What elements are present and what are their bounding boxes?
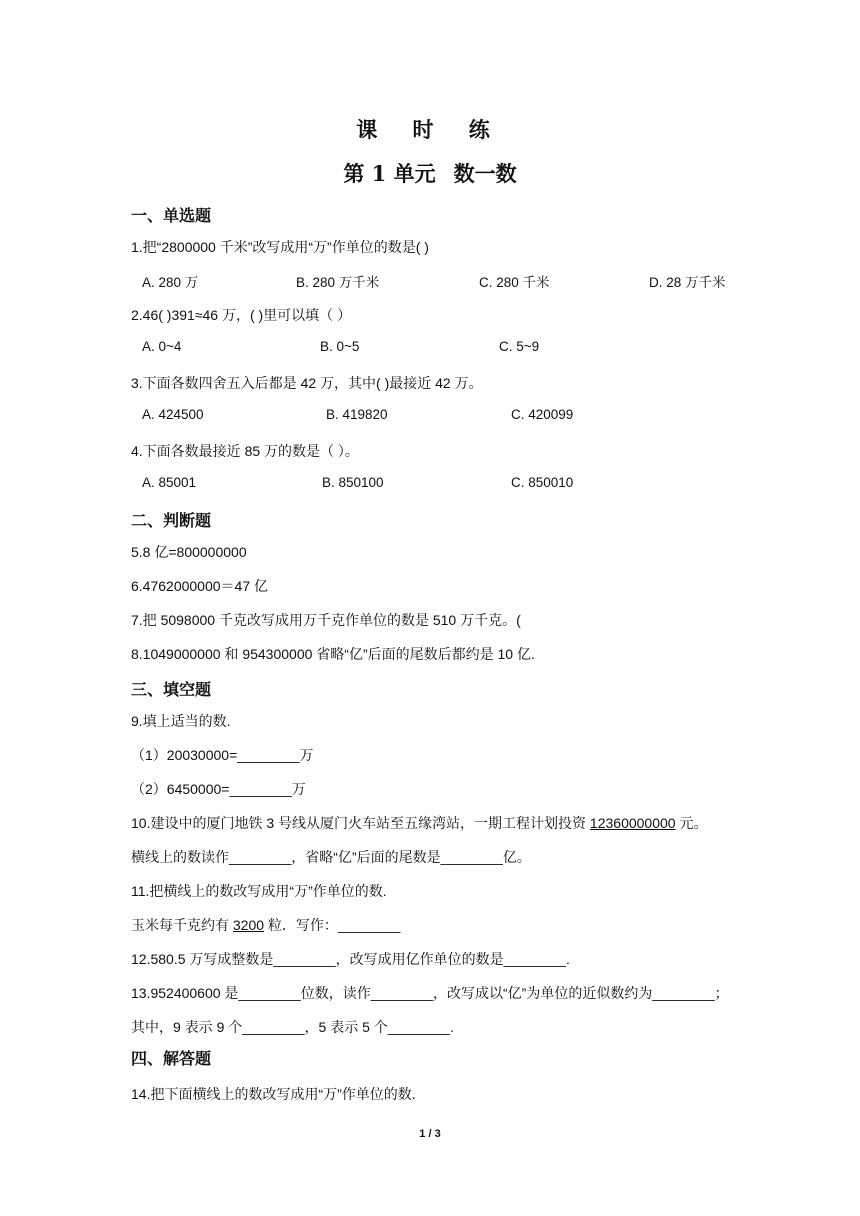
question-10-line-2: 横线上的数读作________，省略“亿”后面的尾数是________亿。: [131, 849, 531, 865]
question-12: 12.580.5 万写成整数是________，改写成用亿作单位的数是________.: [131, 951, 570, 967]
question-9-part-1: （1）20030000=________万: [131, 747, 314, 763]
q4-option-a: A. 85001: [142, 475, 197, 490]
question-10-text: 10.建设中的厦门地铁 3 号线从厦门火车站至五缘湾站，一期工程计划投资: [131, 815, 590, 831]
q4-option-b: B. 850100: [322, 475, 384, 490]
question-10-text-end: 元。: [675, 815, 708, 831]
question-11-underlined-number: 3200: [232, 917, 265, 933]
section-heading-answer: 四、解答题: [131, 1049, 212, 1068]
q1-option-d: D. 28 万千米: [649, 275, 726, 290]
question-10: [131, 813, 707, 833]
question-11-text: 玉米每千克约有: [131, 917, 233, 933]
question-11-text-end: 粒．写作：________: [264, 917, 401, 933]
q1-option-b: B. 280 万千米: [296, 275, 380, 290]
q2-option-b: B. 0~5: [320, 339, 360, 354]
q3-option-a: A. 424500: [142, 407, 204, 422]
question-9: 9.填上适当的数.: [131, 713, 231, 729]
question-1: 1.把“2800000 千米”改写成用“万”作单位的数是( ): [131, 239, 429, 255]
page-title: 课 时 练: [356, 117, 504, 142]
question-10-underlined-number: 12360000000: [589, 815, 676, 831]
unit-title: [0, 158, 860, 188]
section-heading-true-false: 二、判断题: [131, 511, 212, 530]
question-7: 7.把 5098000 千克改写成用万千克作单位的数是 510 万千克。(: [131, 612, 521, 628]
question-4: 4.下面各数最接近 85 万的数是（ ）。: [131, 443, 359, 459]
section-heading-fill-blank: 三、填空题: [131, 680, 212, 699]
question-11: 11.把横线上的数改写成用“万”作单位的数.: [131, 883, 387, 899]
question-14: 14.把下面横线上的数改写成用“万”作单位的数.: [131, 1086, 416, 1102]
unit-topic: 数一数: [453, 161, 517, 186]
q2-option-c: C. 5~9: [499, 339, 540, 354]
question-5: 5.8 亿=800000000: [131, 544, 247, 560]
question-2: 2.46( )391≈46 万，( )里可以填（ ）: [131, 307, 352, 323]
question-13: 13.952400600 是________位数，读作________，改写成以“亿”为单位的近似数约为________；: [131, 985, 729, 1001]
q3-option-c: C. 420099: [511, 407, 574, 422]
question-9-part-2: （2）6450000=________万: [131, 781, 306, 797]
section-heading-single-choice: 一、单选题: [131, 206, 212, 225]
question-11-line-2: [131, 915, 400, 935]
question-8: 8.1049000000 和 954300000 省略“亿”后面的尾数后都约是 10 亿.: [131, 646, 535, 662]
question-13-line-2: 其中，9 表示 9 个________，5 表示 5 个________.: [131, 1019, 454, 1035]
page-number: 1 / 3: [419, 1128, 441, 1140]
unit-label: 第 1 单元: [343, 161, 436, 186]
q1-option-a: A. 280 万: [142, 275, 199, 290]
question-3: 3.下面各数四舍五入后都是 42 万，其中( )最接近 42 万。: [131, 375, 483, 391]
q3-option-b: B. 419820: [326, 407, 388, 422]
q2-option-a: A. 0~4: [142, 339, 182, 354]
question-6: 6.4762000000＝47 亿: [131, 578, 268, 594]
q4-option-c: C. 850010: [511, 475, 574, 490]
q1-option-c: C. 280 千米: [479, 275, 550, 290]
